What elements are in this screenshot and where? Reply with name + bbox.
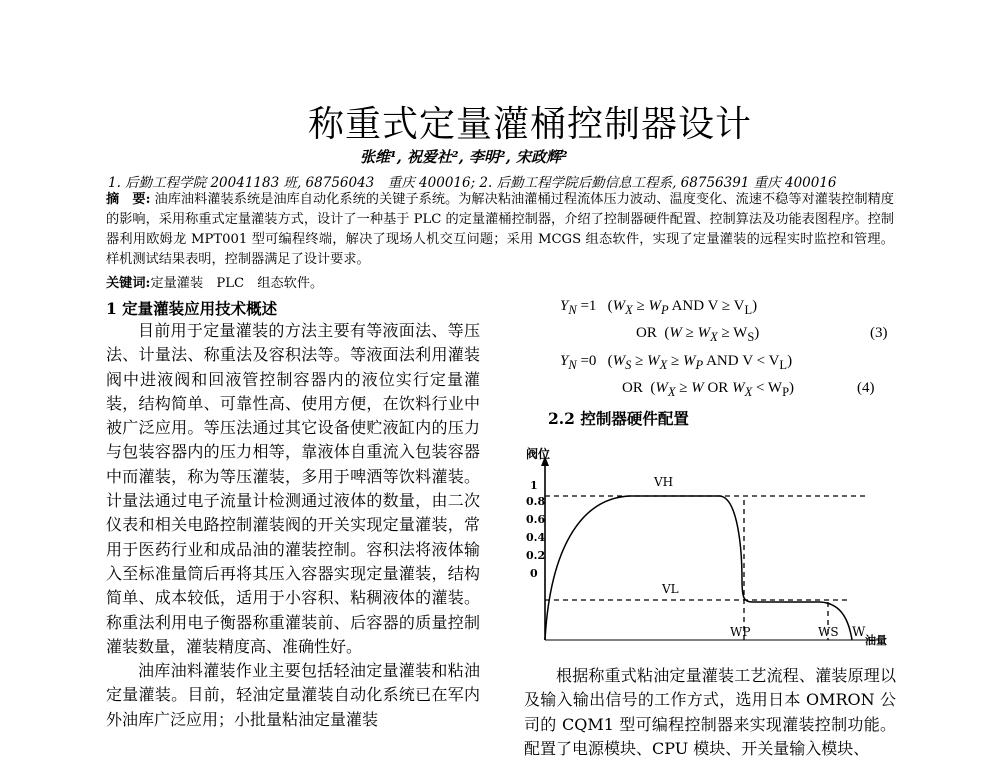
y-axis-label: 阀位 — [526, 447, 551, 461]
w-label: W — [852, 625, 866, 640]
section1-paragraph-2: 油库油料灌装作业主要包括轻油定量灌装和粘油定量灌装。目前，轻油定量灌装自动化系统已在军内外油库广泛应用；小批量粘油定量灌装 — [106, 661, 480, 729]
ytick-0: 0 — [530, 567, 538, 580]
keywords-label: 关键词: — [106, 276, 151, 291]
paper-affiliation: 1. 后勤工程学院 20041183 班, 68756043 重庆 400016; 2. 后勤工程学院后勤信息工程系, 68756391 重庆 400016 — [108, 175, 837, 191]
valve-position-figure — [520, 440, 900, 650]
section22-paragraph: 根据称重式粘油定量灌装工艺流程、灌装原理以及输入输出信号的工作方式，选用日本 OMRON 公司的 CQM1 型可编程控制器来实现灌装控制功能。配置了电源模块、CPU 模块、开关量输入模块、 — [524, 666, 896, 758]
ytick-0.2: 0.2 — [526, 549, 546, 562]
ws-label: WS — [818, 625, 839, 639]
equation-3-number: (3) — [870, 325, 888, 341]
equation-4-line-2: OR ($W_X \ge W$ OR $W_X < W_P$) — [622, 380, 795, 399]
section22-body — [524, 664, 896, 761]
section22-heading: 2.2 控制器硬件配置 — [548, 409, 689, 428]
keywords — [106, 272, 323, 291]
valve-curve — [545, 496, 852, 640]
equation-4-number: (4) — [857, 380, 875, 396]
paper-title: 称重式定量灌桶控制器设计 — [308, 104, 753, 145]
ytick-0.8: 0.8 — [526, 495, 546, 508]
equation-4-line-1: $Y_N =0$ ($W_S \ge W_X \ge W_P$ AND $V < V_L$) — [560, 353, 793, 372]
ytick-0.6: 0.6 — [526, 513, 546, 526]
ytick-1: 1 — [530, 479, 538, 492]
equation-3-line-1: $Y_N =1$ ($W_X \ge W_P$ AND $V \ge V_L$) — [560, 298, 758, 317]
abstract-text: 油库油料灌装系统是油库自动化系统的关键子系统。为解决粘油灌桶过程流体压力波动、温度变化、流速不稳等对灌装控制精度的影响，采用称重式定量灌装方式，设计了一种基于 PLC 的定量灌桶控制器，介绍了控制器硬件配置、控制算法及功能表图程序。控制器利用欧姆龙 MPT001 型可编程终端，解决了现场人机交互问题；采用 MCGS 组态软件，实现了定量灌装的远程实时监控和管理。样机测试结果表明，控制器满足了设计要求。 — [106, 192, 894, 267]
section1-heading: 1 定量灌装应用技术概述 — [106, 299, 278, 318]
vh-label: VH — [654, 475, 674, 489]
section1-body — [106, 319, 480, 732]
wp-label: WP — [730, 625, 751, 639]
w-label-sub: 油量 — [865, 634, 887, 647]
vl-label: VL — [662, 582, 679, 596]
equation-3-line-2: OR $(W \ge W_X \ge W_S)$ — [636, 325, 760, 344]
ytick-0.4: 0.4 — [526, 531, 546, 544]
section1-paragraph-1: 目前用于定量灌装的方法主要有等液面法、等压法、计量法、称重法及容积法等。等液面法利用灌装阀中进液阀和回液管控制容器内的液位实行定量灌装，结构简单、可靠性高、使用方便，在饮料行业中被广泛应用。等压法通过其它设备使贮液缸内的压力与包装容器内的压力相等，靠液体自重流入包装容器中而灌装，称为等压灌装，多用于啤酒等饮料灌装。计量法通过电子流量计检测通过液体的数量，由二次仪表和相关电路控制灌装阀的开关实现定量灌装，常用于医药行业和成品油的灌装控制。容积法将液体输入至标准量筒后再将其压入容器实现定量灌装，结构简单、成本较低，适用于小容积、粘稠液体的灌装。称重法利用电子衡器称重灌装前、后容器的质量控制灌装数量，灌装精度高、准确性好。 — [106, 321, 480, 656]
abstract — [106, 190, 894, 270]
paper-authors: 张维¹, 祝爱社², 李明², 宋政辉² — [360, 148, 568, 166]
abstract-label: 摘 要: — [106, 192, 151, 207]
keywords-text: 定量灌装 PLC 组态软件。 — [150, 276, 324, 291]
